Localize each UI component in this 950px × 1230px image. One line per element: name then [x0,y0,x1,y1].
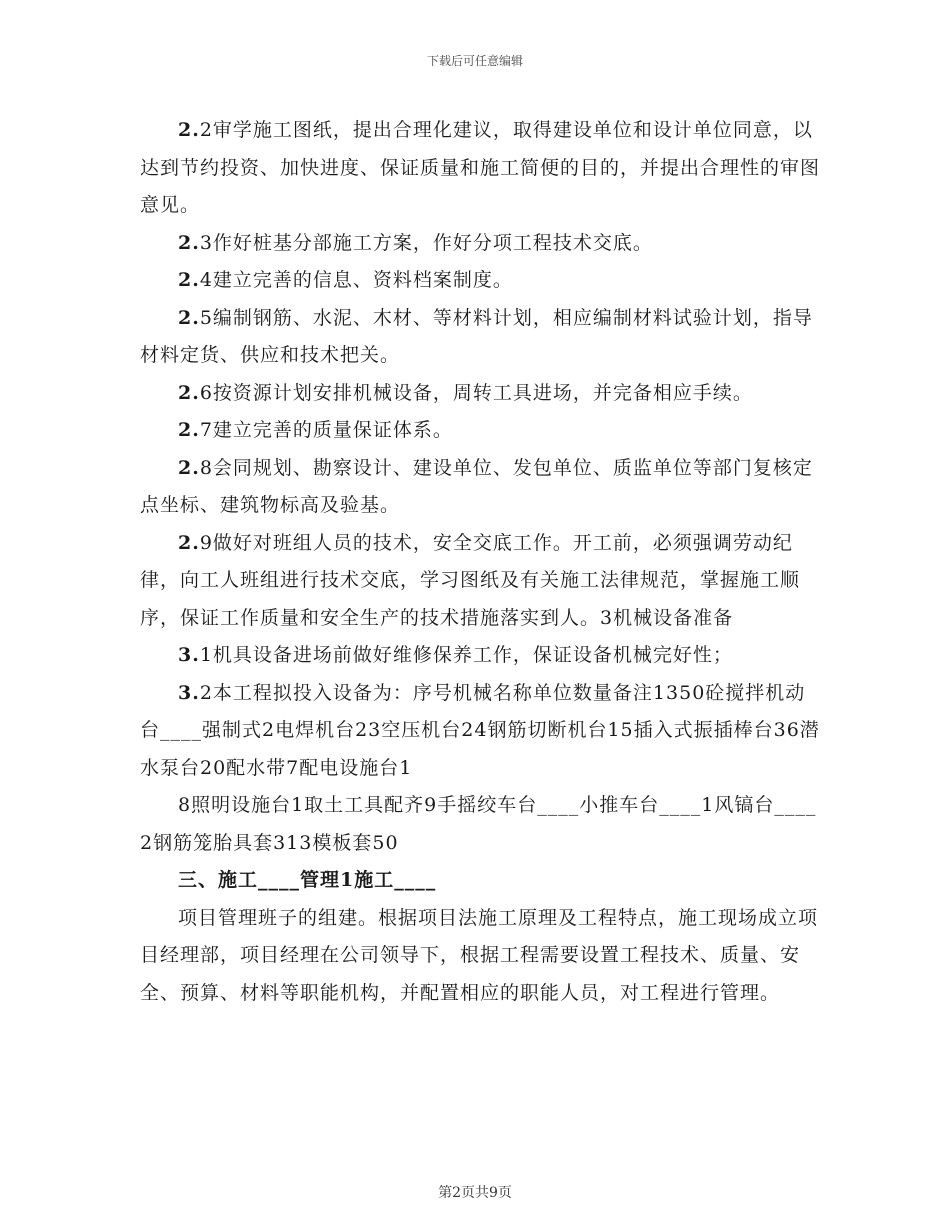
paragraph-2-8 [140,450,825,525]
paragraph-text: 5编制钢筋、水泥、木材、等材料计划，相应编制材料试验计划，指导材料定货、供应和技术把关。 [140,306,813,366]
paragraph-2-3 [140,225,825,263]
paragraph-text: 2本工程拟投入设备为：序号机械名称单位数量备注1350砼搅拌机动台____强制式2电焊机台23空压机台24钢筋切断机台15插入式振插棒台36潜水泵台20配水带7配电设施台1 [140,681,820,779]
paragraph-text: 1机具设备进场前做好维修保养工作，保证设备机械完好性； [199,644,733,666]
page-header-note: 下载后可任意编辑 [426,54,523,68]
paragraph-text: 9做好对班组人员的技术，安全交底工作。开工前，必须强调劳动纪律，向工人班组进行技术交底，学习图纸及有关施工法律规范，掌握施工顺序，保证工作质量和安全生产的技术措施落实到人。3机械设备准备 [140,531,801,629]
item-number: 3. [178,644,200,666]
paragraph-equipment-continued [140,787,825,862]
item-number: 2. [178,381,200,404]
paragraph-text: 7建立完善的质量保证体系。 [199,419,453,441]
paragraph-text: 3作好桩基分部施工方案，作好分项工程技术交底。 [199,231,653,254]
item-number: 2. [178,456,200,479]
paragraph-project-management: 项目管理班子的组建。根据项目法施工原理及工程特点，施工现场成立项目经理部，项目经理在公司领导下，根据工程需要设置工程技术、质量、安全、预算、材料等职能机构，并配置相应的职能人员，对工程进行管理。 [140,906,819,1004]
paragraph-2-4 [140,262,825,300]
document-body [140,112,825,1012]
paragraph-2-9 [140,525,825,638]
item-number: 2. [178,269,200,291]
item-number: 2. [178,531,200,554]
paragraph-text: 2审学施工图纸，提出合理化建议，取得建设单位和设计单位同意，以达到节约投资、加快进度、保证质量和施工简便的目的，并提出合理性的审图意见。 [140,119,821,216]
paragraph-3-2 [140,675,825,788]
item-number: 3. [178,681,200,704]
paragraph-text: 4建立完善的信息、资料档案制度。 [199,269,513,291]
paragraph-3-1 [140,637,825,675]
paragraph-text: 8照明设施台1取土工具配齐9手摇绞车台____小推车台____1风镐台____2钢筋笼胎具套313模板套50 [140,794,817,854]
paragraph-2-5 [140,300,825,375]
paragraph-text: 6按资源计划安排机械设备，周转工具进场，并完备相应手续。 [199,381,753,404]
paragraph-text: 8会同规划、勘察设计、建设单位、发包单位、质监单位等部门复核定点坐标、建筑物标高及验基。 [140,456,813,516]
page-number-footer: 第2页共9页 [438,1185,512,1201]
paragraph-2-6 [140,375,825,413]
paragraph-2-7 [140,412,825,450]
item-number: 2. [178,231,200,254]
paragraph-2-2 [140,112,825,225]
item-number: 2. [178,419,200,441]
item-number: 2. [178,119,200,141]
item-number: 2. [178,306,200,329]
section-heading: 三、施工____管理1施工____ [178,869,437,891]
